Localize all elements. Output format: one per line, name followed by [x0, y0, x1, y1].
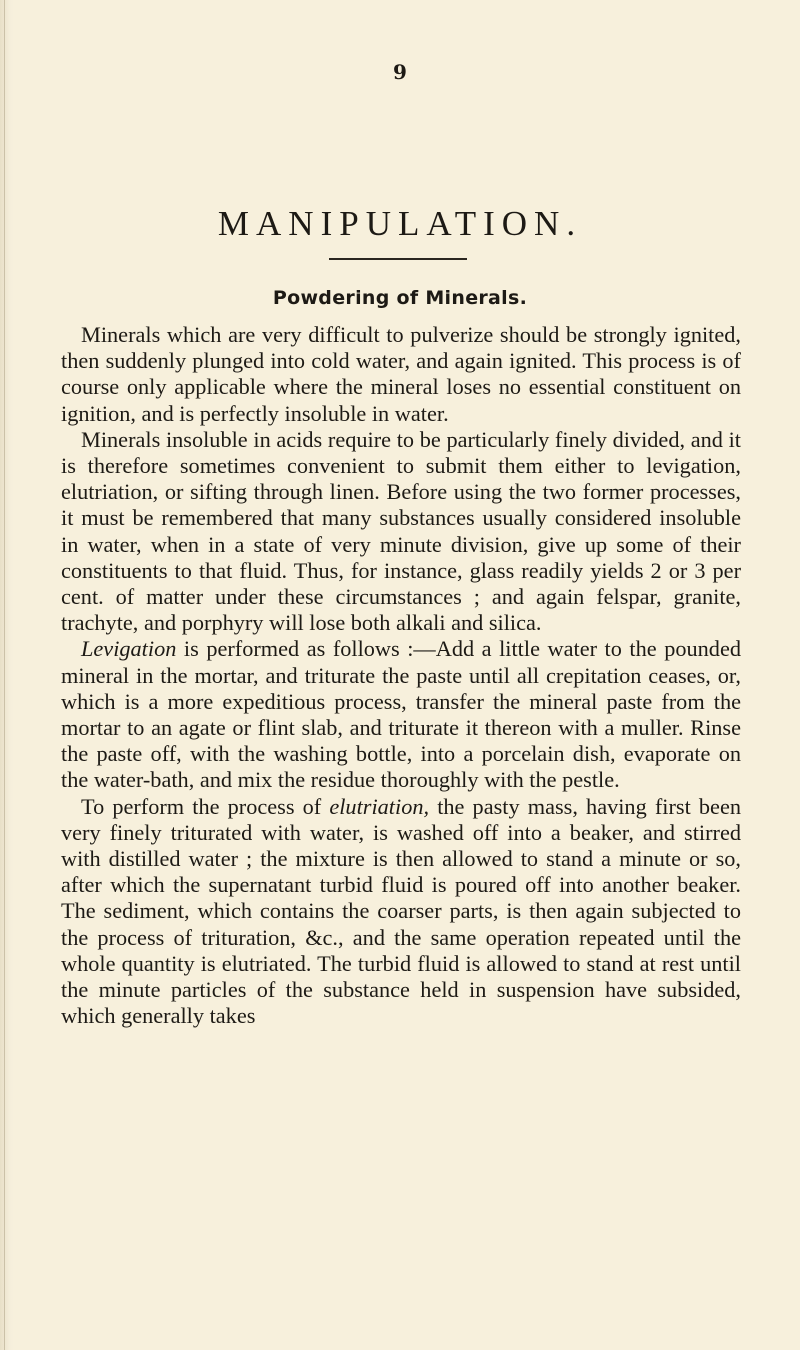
paragraph-3-lead: Levigation — [81, 636, 177, 662]
page-number: 9 — [393, 60, 407, 84]
paragraph-4-text: the pasty mass, having first been very finely triturated with water, is washed off into a beaker, and stirred with distilled water ; the mixture is then allowed to stand a minute or so, after which the supernatant turbid fluid is poured off into another beaker. The sediment, which contains the coarser parts, is then again subjected to the process of trituration, &c., and the same operation repeated until the whole quantity is elutriated. The turbid fluid is allowed to stand at rest until the minute particles of the substance held in suspension have subsided, which generally takes — [61, 793, 741, 1029]
paragraph-3-text: is performed as follows :—Add a little water to the pounded mineral in the mortar, and triturate the paste until all crepitation ceases, or, which is a more expeditious process, transfer the mineral paste from the mortar to an agate or flint slab, and triturate it thereon with a muller. Rinse the paste off, with the washing bottle, into a porcelain dish, evaporate on the water-bath, and mix the residue thoroughly with the pestle. — [61, 636, 741, 793]
chapter-title: MANIPULATION. — [217, 204, 583, 244]
section-heading: Powdering of Minerals. — [272, 287, 528, 309]
paragraph-2 — [61, 427, 741, 637]
title-divider — [329, 258, 467, 260]
paragraph-1-text: Minerals which are very difficult to pulverize should be strongly ignited, then suddenly plunged into cold water, and again ignited. This process is of course only applicable where the mineral loses no essential constituent on ignition, and is perfectly insoluble in water. — [61, 322, 741, 426]
paragraph-3 — [61, 636, 741, 793]
binding-shadow-line — [4, 0, 5, 1350]
paragraph-4-prefix: To perform the process of — [81, 793, 330, 819]
paragraph-4 — [61, 794, 741, 1030]
body-text — [61, 322, 741, 1029]
page-left-edge — [0, 0, 14, 1350]
paragraph-4-italic: elutriation, — [329, 793, 430, 819]
paragraph-2-text: Minerals insoluble in acids require to be particularly finely divided, and it is therefore sometimes convenient to submit them either to levigation, elutriation, or sifting through linen. Before using the two former processes, it must be remembered that many substances usually considered insoluble in water, when in a state of very minute division, give up some of their constituents to that fluid. Thus, for instance, glass readily yields 2 or 3 per cent. of matter under these circumstances ; and again felspar, granite, trachyte, and porphyry will lose both alkali and silica. — [61, 426, 741, 636]
paragraph-1 — [61, 322, 741, 427]
